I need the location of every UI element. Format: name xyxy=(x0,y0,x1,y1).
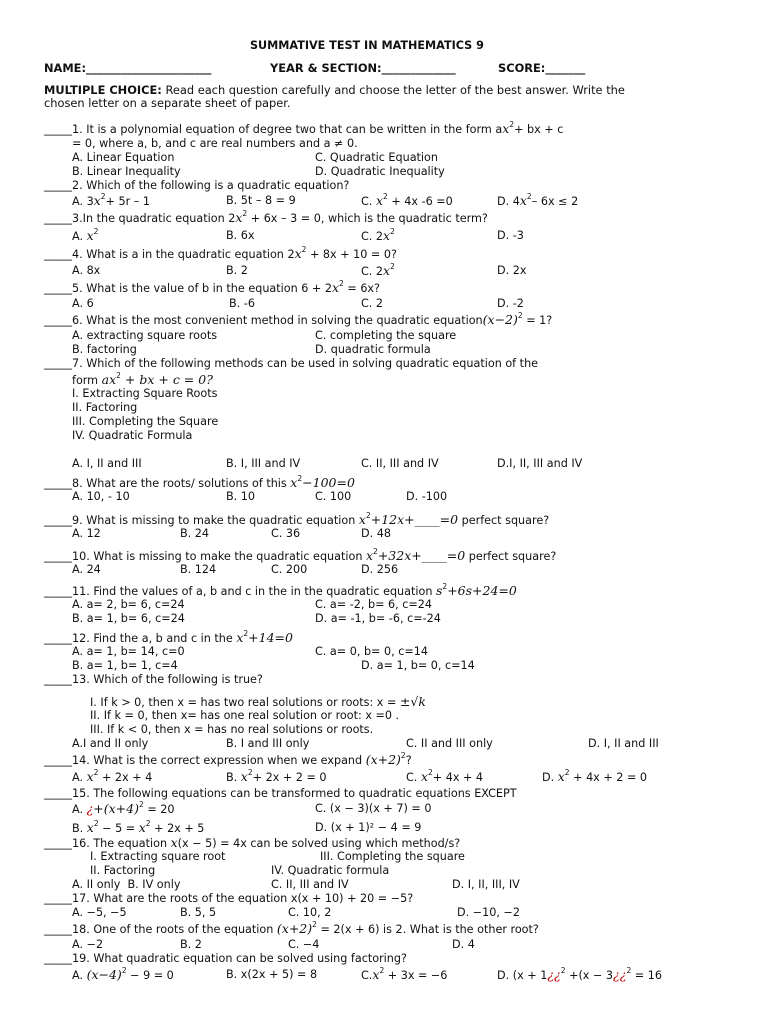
q3-option-d: D. -3 xyxy=(497,229,524,242)
q7-option-d: D.I, II, III and IV xyxy=(497,457,583,470)
q15-b-post: + 2x + 5 xyxy=(150,822,205,835)
q15-b-var: x xyxy=(86,820,94,835)
q19-d-red1: ¿¿ xyxy=(547,967,561,982)
q19-d-sup2: 2 xyxy=(626,966,632,975)
q3-post: + 6x – 3 = 0, which is the quadratic term? xyxy=(247,212,488,225)
q18-option-b: B. 2 xyxy=(180,938,202,951)
q4-option-a: A. 8x xyxy=(72,264,101,277)
q14-d-post: + 4x + 2 = 0 xyxy=(569,771,648,784)
question-9 xyxy=(44,513,549,527)
q4-option-d: D. 2x xyxy=(497,264,527,277)
question-13: _____13. Which of the following is true? xyxy=(44,673,263,686)
q14-pre: _____14. What is the correct expression when we expand xyxy=(44,754,366,767)
q18-option-c: C. −4 xyxy=(288,938,320,951)
q16-option-c: C. II, III and IV xyxy=(271,878,349,891)
q14-c-var: x xyxy=(420,769,428,784)
q3-c-var: x xyxy=(383,228,391,243)
q7-form-post: + bx + c = 0? xyxy=(120,372,213,387)
instructions-label: MULTIPLE CHOICE: xyxy=(44,83,162,97)
q14-sup: 2 xyxy=(400,751,406,760)
q12-math-post: +14=0 xyxy=(248,630,293,645)
q5-post: = 6x? xyxy=(343,282,380,295)
q16-item-3: III. Completing the square xyxy=(320,850,465,863)
q4-c-sup: 2 xyxy=(390,262,395,271)
q11-math: s xyxy=(436,583,443,598)
q10-option-c: C. 200 xyxy=(271,563,308,576)
question-16 xyxy=(44,836,460,850)
q9-post: perfect square? xyxy=(458,514,550,527)
instructions-text: Read each question carefully and choose the letter of the best answer. Write the xyxy=(165,83,625,97)
q19-d-red2: ¿¿ xyxy=(613,967,627,982)
q5-option-c: C. 2 xyxy=(361,297,384,310)
q14-d-pre: D. xyxy=(542,771,558,784)
q1-line2: = 0, where a, b, and c are real numbers and a ≠ 0. xyxy=(72,137,358,150)
q10-sup: 2 xyxy=(373,547,378,556)
q14-b-sup: 2 xyxy=(247,768,253,777)
q16-pre: _____16. The equation xyxy=(44,837,171,850)
q12-option-c: C. a= 0, b= 0, c=14 xyxy=(315,645,428,658)
q15-a-pre: A. xyxy=(72,803,87,816)
q13-option-c: C. II and III only xyxy=(406,737,493,750)
q16-item-1: I. Extracting square root xyxy=(90,850,226,863)
q15-option-b xyxy=(72,821,204,835)
q2-option-d xyxy=(497,194,578,208)
q9-option-b: B. 24 xyxy=(180,527,210,540)
q14-a-var: x xyxy=(86,769,94,784)
q8-math-post: −100=0 xyxy=(302,475,355,490)
q6-sup: 2 xyxy=(517,311,523,320)
question-14 xyxy=(44,753,412,767)
q1-option-d: D. Quadratic Inequality xyxy=(315,165,445,178)
q18-math: (x+2) xyxy=(276,921,313,936)
q4-sup: 2 xyxy=(301,245,307,254)
q7-option-a: A. I, II and III xyxy=(72,457,142,470)
question-3 xyxy=(44,211,488,225)
q19-d-mid: +(x − 3 xyxy=(565,969,614,982)
q17-option-d: D. −10, −2 xyxy=(457,906,520,919)
q3-sup: 2 xyxy=(242,209,248,218)
q19-option-c xyxy=(361,968,447,982)
q4-c-var: x xyxy=(383,263,391,278)
q15-option-c: C. (x − 3)(x + 7) = 0 xyxy=(315,802,432,815)
q18-sup: 2 xyxy=(312,920,317,929)
q15-b-sup: 2 xyxy=(93,819,99,828)
q12-pre: _____12. Find the a, b and c in the xyxy=(44,632,237,645)
q7-option-b: B. I, III and IV xyxy=(226,457,301,470)
name-field: NAME:______________________ xyxy=(44,61,212,75)
q16-option-d: D. I, II, III, IV xyxy=(452,878,520,891)
q1-after: + bx + c xyxy=(514,123,564,136)
q4-var: x xyxy=(294,246,302,261)
q14-post: ? xyxy=(405,754,412,767)
q2-a-post: + 5r – 1 xyxy=(105,195,151,208)
q7-item-3: III. Completing the Square xyxy=(72,415,219,428)
q5-pre: _____5. What is the value of b in the equation 6 + 2 xyxy=(44,282,332,295)
q2-d-post: – 6x ≤ 2 xyxy=(531,195,579,208)
question-10 xyxy=(44,549,556,563)
q14-option-a xyxy=(72,770,152,784)
q7-form-pre: form xyxy=(72,374,102,387)
q3-c-pre: C. 2 xyxy=(361,230,384,243)
instructions-line2: chosen letter on a separate sheet of paper. xyxy=(44,96,291,110)
q14-d-var: x xyxy=(557,769,565,784)
q18-option-d: D. 4 xyxy=(452,938,475,951)
question-19: _____19. What quadratic equation can be solved using factoring? xyxy=(44,952,407,965)
q1-text: _____1. It is a polynomial equation of degree two that can be written in the form a xyxy=(44,123,503,136)
q11-pre: _____11. Find the values of a, b and c in the in the quadratic equation xyxy=(44,585,436,598)
q1-option-c: C. Quadratic Equation xyxy=(315,151,438,164)
q14-b-pre: B. xyxy=(226,771,241,784)
q12-sup: 2 xyxy=(243,629,249,638)
q13-item-3: III. If k < 0, then x = has no real solutions or roots. xyxy=(90,723,374,736)
q7-option-c: C. II, III and IV xyxy=(361,457,439,470)
year-section-field: YEAR & SECTION:_____________ xyxy=(270,61,456,75)
q15-b-sup2: 2 xyxy=(145,819,151,828)
q2-a-var: x xyxy=(93,193,101,208)
q4-post: + 8x + 10 = 0? xyxy=(306,248,397,261)
q19-d-pre: D. (x + 1 xyxy=(497,969,548,982)
q16-item-2: II. Factoring xyxy=(90,864,156,877)
q15-b-mid: − 5 = xyxy=(98,822,139,835)
q19-d-post: = 16 xyxy=(631,969,662,982)
q9-math: x xyxy=(358,512,366,527)
q2-option-c xyxy=(361,194,453,208)
q19-option-a xyxy=(72,968,174,982)
q4-pre: _____4. What is a in the quadratic equation 2 xyxy=(44,248,295,261)
question-15: _____15. The following equations can be transformed to quadratic equations EXCEPT xyxy=(44,787,517,800)
q8-math: x xyxy=(290,475,298,490)
q5-option-d: D. -2 xyxy=(497,297,524,310)
q7-form-sup: 2 xyxy=(116,371,121,380)
q11-option-a: A. a= 2, b= 6, c=24 xyxy=(72,598,185,611)
q10-post: perfect square? xyxy=(465,550,557,563)
question-5 xyxy=(44,281,380,295)
q4-option-b: B. 2 xyxy=(226,264,248,277)
q10-math: x xyxy=(365,548,374,563)
q8-option-b: B. 10 xyxy=(226,490,256,503)
q19-a-pre: A. xyxy=(72,969,87,982)
q16-post: (x − 5) = 4x can be solved using which method/s? xyxy=(177,837,461,850)
q19-option-d xyxy=(497,968,662,982)
q13-option-d: D. I, II and III xyxy=(588,737,659,750)
q18-post: = 2(x + 6) is 2. What is the other root? xyxy=(316,923,539,936)
q2-d-sup: 2 xyxy=(526,192,532,201)
q7-form xyxy=(72,373,213,387)
q11-option-d: D. a= -1, b= -6, c=-24 xyxy=(315,612,441,625)
q2-d-var: x xyxy=(519,193,527,208)
q7-item-1: I. Extracting Square Roots xyxy=(72,387,218,400)
q12-option-d: D. a= 1, b= 0, c=14 xyxy=(361,659,475,672)
q19-c-pre: C. xyxy=(361,969,373,982)
question-4 xyxy=(44,247,397,261)
q19-c-var: x xyxy=(372,967,380,982)
q6-post: = 1? xyxy=(522,314,553,327)
q3-a-var: x xyxy=(86,228,94,243)
q15-b-var2: x xyxy=(138,820,146,835)
q18-option-a: A. −2 xyxy=(72,938,104,951)
q6-math: (x−2) xyxy=(482,312,518,327)
q15-a-sup: 2 xyxy=(138,800,144,809)
q9-option-c: C. 36 xyxy=(271,527,301,540)
q12-math: x xyxy=(236,630,244,645)
q6-option-d: D. quadratic formula xyxy=(315,343,431,356)
q11-option-c: C. a= -2, b= 6, c=24 xyxy=(315,598,432,611)
q15-a-post: = 20 xyxy=(143,803,175,816)
q2-c-pre: C. xyxy=(361,195,376,208)
q14-c-post: + 4x + 4 xyxy=(432,771,484,784)
q15-option-a xyxy=(72,802,175,816)
q7-item-4: IV. Quadratic Formula xyxy=(72,429,193,442)
q2-a-sup: 2 xyxy=(100,192,106,201)
q1-option-a: A. Linear Equation xyxy=(72,151,175,164)
q13-item-1 xyxy=(90,695,426,709)
q3-option-b: B. 6x xyxy=(226,229,255,242)
q14-b-var: x xyxy=(240,769,248,784)
q10-option-b: B. 124 xyxy=(180,563,217,576)
q6-option-c: C. completing the square xyxy=(315,329,457,342)
q13-i1-pre: I. If k > 0, then x = has two real solutions or roots: x = xyxy=(90,696,400,709)
question-2: _____2. Which of the following is a quadratic equation? xyxy=(44,179,350,192)
q1-option-b: B. Linear Inequality xyxy=(72,165,181,178)
q11-math-post: +6s+24=0 xyxy=(447,583,517,598)
q13-option-a: A.I and II only xyxy=(72,737,149,750)
q11-sup: 2 xyxy=(442,582,448,591)
q15-a-math: +(x+4) xyxy=(93,801,139,816)
q15-b-pre: B. xyxy=(72,822,87,835)
question-11 xyxy=(44,584,517,598)
q5-sup: 2 xyxy=(339,279,344,288)
question-1 xyxy=(44,122,563,136)
q19-a-post: − 9 = 0 xyxy=(126,969,174,982)
q14-option-b xyxy=(226,770,327,784)
q13-item-2: II. If k = 0, then x= has one real solution or root: x =0 . xyxy=(90,709,400,722)
q14-a-pre: A. xyxy=(72,771,87,784)
q10-option-d: D. 256 xyxy=(361,563,399,576)
q3-a-sup: 2 xyxy=(93,227,99,236)
q10-math-post: +32x+____=0 xyxy=(377,548,466,563)
q10-option-a: A. 24 xyxy=(72,563,101,576)
q3-option-c xyxy=(361,229,395,243)
q7-item-2: II. Factoring xyxy=(72,401,138,414)
q19-c-post: + 3x = −6 xyxy=(384,969,448,982)
q2-option-b: B. 5t – 8 = 9 xyxy=(226,194,296,207)
q2-d-pre: D. 4 xyxy=(497,195,520,208)
q9-math-post: +12x+____=0 xyxy=(370,512,459,527)
q6-option-a: A. extracting square roots xyxy=(72,329,218,342)
q16-var: x xyxy=(170,835,178,850)
q8-sup: 2 xyxy=(297,474,303,483)
q2-c-var: x xyxy=(375,193,383,208)
q14-d-sup: 2 xyxy=(564,768,570,777)
question-7: _____7. Which of the following methods can be used in solving quadratic equation of the xyxy=(44,357,539,370)
q19-c-sup: 2 xyxy=(379,966,385,975)
q2-option-a xyxy=(72,194,150,208)
question-8 xyxy=(44,476,355,490)
q3-c-sup: 2 xyxy=(390,227,395,236)
question-18 xyxy=(44,922,539,936)
q3-a-pre: A. xyxy=(72,230,87,243)
q14-c-pre: C. xyxy=(406,771,421,784)
q6-option-b: B. factoring xyxy=(72,343,137,356)
q9-pre: _____9. What is missing to make the quadratic equation xyxy=(44,514,359,527)
question-6 xyxy=(44,313,552,327)
q14-math: (x+2) xyxy=(365,752,401,767)
q2-c-post: + 4x -6 =0 xyxy=(387,195,453,208)
q13-option-b: B. I and III only xyxy=(226,737,310,750)
q12-option-b: B. a= 1, b= 1, c=4 xyxy=(72,659,178,672)
q19-option-b: B. x(2x + 5) = 8 xyxy=(226,968,318,981)
q7-form-a: ax xyxy=(101,372,117,387)
q4-option-c xyxy=(361,264,395,278)
q19-d-sup1: 2 xyxy=(560,966,566,975)
q18-pre: _____18. One of the roots of the equation xyxy=(44,923,277,936)
score-field: SCORE:_______ xyxy=(498,61,586,75)
q2-a-pre: A. 3 xyxy=(72,195,94,208)
q14-option-d xyxy=(542,770,647,784)
q19-a-sup: 2 xyxy=(121,966,127,975)
q8-option-c: C. 100 xyxy=(315,490,352,503)
question-17: _____17. What are the roots of the equation x(x + 10) + 20 = −5? xyxy=(44,892,414,905)
q1-sup: 2 xyxy=(509,120,515,129)
page-title: SUMMATIVE TEST IN MATHEMATICS 9 xyxy=(250,39,484,52)
question-12 xyxy=(44,631,293,645)
q11-option-b: B. a= 1, b= 6, c=24 xyxy=(72,612,185,625)
q5-option-b: B. -6 xyxy=(229,297,255,310)
q15-a-red: ¿ xyxy=(86,801,94,816)
q14-a-sup: 2 xyxy=(93,768,99,777)
q15-option-d: D. (x + 1)² − 4 = 9 xyxy=(315,821,422,834)
q14-b-post: + 2x + 2 = 0 xyxy=(252,771,327,784)
q10-pre: _____10. What is missing to make the quadratic equation xyxy=(44,550,366,563)
q8-option-a: A. 10, - 10 xyxy=(72,490,130,503)
q17-option-b: B. 5, 5 xyxy=(180,906,217,919)
q3-var: x xyxy=(235,210,243,225)
q3-pre: _____3.In the quadratic equation 2 xyxy=(44,212,236,225)
q9-option-a: A. 12 xyxy=(72,527,101,540)
q14-a-post: + 2x + 4 xyxy=(98,771,153,784)
q8-option-d: D. -100 xyxy=(406,490,448,503)
q2-c-sup: 2 xyxy=(383,192,388,201)
q14-option-c xyxy=(406,770,483,784)
q13-i1-math: ±√k xyxy=(399,694,426,709)
q19-a-math: (x−4) xyxy=(86,967,122,982)
q3-option-a xyxy=(72,229,98,243)
q17-option-a: A. −5, −5 xyxy=(72,906,127,919)
q6-pre: _____6. What is the most convenient method in solving the quadratic equation xyxy=(44,314,483,327)
q17-option-c: C. 10, 2 xyxy=(288,906,332,919)
q16-option-ab: A. II only B. IV only xyxy=(72,878,181,891)
q5-var: x xyxy=(331,280,340,295)
q1-var: x xyxy=(502,121,510,136)
q12-option-a: A. a= 1, b= 14, c=0 xyxy=(72,645,185,658)
q8-pre: _____8. What are the roots/ solutions of this xyxy=(44,477,291,490)
q5-option-a: A. 6 xyxy=(72,297,94,310)
q9-sup: 2 xyxy=(365,511,371,520)
q16-item-4: IV. Quadratic formula xyxy=(271,864,390,877)
q9-option-d: D. 48 xyxy=(361,527,391,540)
q14-c-sup: 2 xyxy=(428,768,433,777)
q4-c-pre: C. 2 xyxy=(361,265,384,278)
